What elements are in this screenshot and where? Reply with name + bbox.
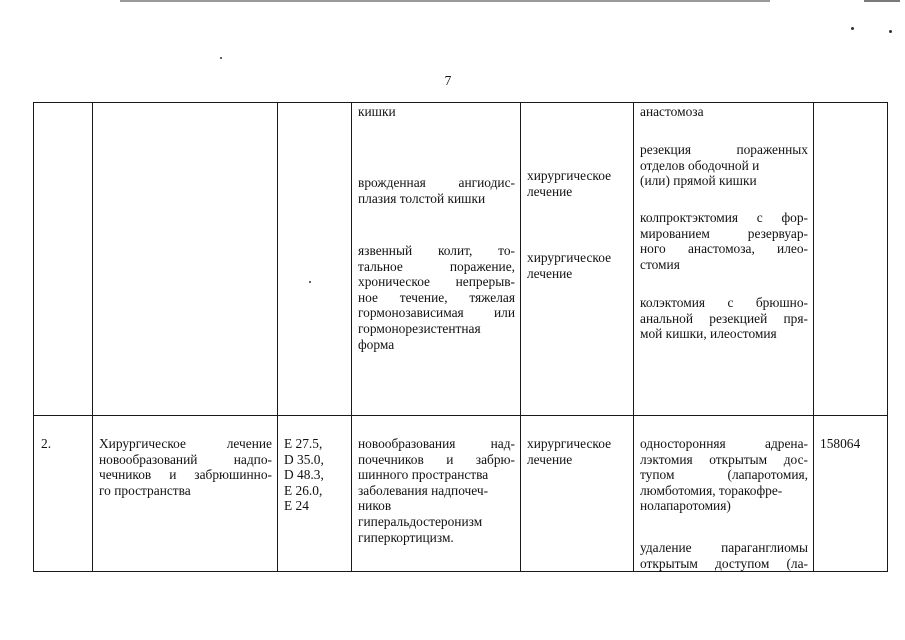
scan-speck	[889, 30, 892, 33]
top-edge-line	[120, 0, 770, 2]
treatment-type-cell: хирургическое лечение	[527, 168, 612, 199]
diagnosis-cell: врожденная ангиодис- плазия толстой кишки	[358, 175, 515, 206]
scan-speck	[851, 27, 854, 30]
diagnosis-cell: новообразования над- почечников и забрю- шинного пространства заболевания надпочеч- ников гиперальдостеронизм гиперкортицизм.	[358, 436, 515, 545]
treatment-type-cell: хирургическое лечение	[527, 436, 612, 467]
row-number: 2.	[41, 436, 52, 451]
scan-speck	[220, 57, 222, 59]
top-edge-line-right	[864, 0, 900, 2]
procedure-name-cell: Хирургическое лечение новообразований надпо- чечников и забрюшинно- го пространства	[99, 436, 272, 498]
method-cell: анастомоза	[640, 104, 704, 119]
method-cell: колпроктэктомия с фор- мированием резервуар- ного анастомоза, илео- стомия	[640, 210, 808, 272]
method-cell: удаление параганглиомы открытым доступом (ла-	[640, 540, 808, 571]
treatment-type-cell: хирургическое лечение	[527, 250, 612, 281]
method-cell: односторонняя адрена- лэктомия открытым дос- тупом (лапаротомия, люмботомия, торакофре- нолапаротомия)	[640, 436, 808, 514]
scan-speck	[309, 281, 311, 283]
diagnosis-cell: язвенный колит, то- тальное поражение, хроническое непрерыв- ное течение, тяжелая гормонозависимая или гормонорезистентная форма	[358, 243, 515, 352]
method-cell: резекция пораженных отделов ободочной и (или) прямой кишки	[640, 142, 808, 189]
diagnosis-cell: кишки	[358, 104, 396, 119]
cost-cell: 158064	[820, 436, 861, 451]
page-number: 7	[444, 73, 452, 88]
method-cell: колэктомия с брюшно- анальной резекцией пря- мой кишки, илеостомия	[640, 295, 808, 342]
icd-codes-cell: Е 27.5, D 35.0, D 48.3, Е 26.0, Е 24	[284, 436, 324, 514]
